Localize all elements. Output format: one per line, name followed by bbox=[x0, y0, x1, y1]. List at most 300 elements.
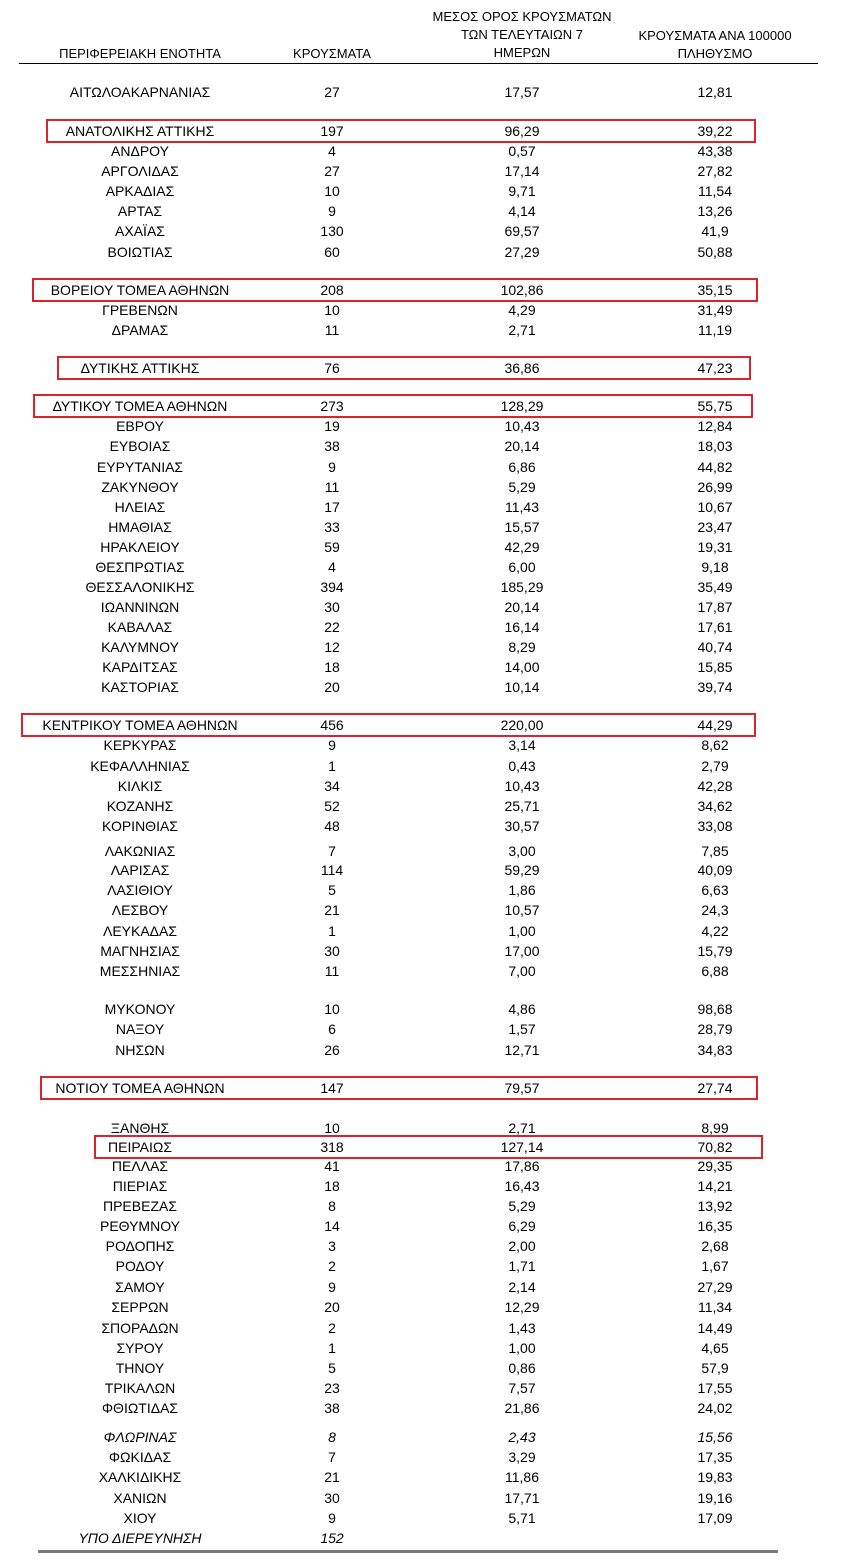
table-row bbox=[0, 637, 843, 657]
region-cell: ΛΕΥΚΑΔΑΣ bbox=[102, 923, 178, 939]
avg7-cell: 96,29 bbox=[504, 123, 540, 139]
avg7-cell: 10,57 bbox=[504, 902, 540, 918]
cases-cell: 1 bbox=[328, 1340, 336, 1356]
per100k-cell: 44,29 bbox=[697, 717, 733, 733]
table-row bbox=[0, 141, 843, 161]
region-cell: ΗΡΑΚΛΕΙΟΥ bbox=[100, 539, 180, 555]
region-cell: ΞΑΝΘΗΣ bbox=[110, 1120, 170, 1136]
table-row bbox=[0, 841, 843, 861]
region-cell: ΚΑΛΥΜΝΟΥ bbox=[101, 639, 179, 655]
cases-cell: 34 bbox=[324, 778, 340, 794]
region-cell: ΔΥΤΙΚΗΣ ΑΤΤΙΚΗΣ bbox=[80, 360, 200, 376]
table-row bbox=[0, 300, 843, 320]
cases-cell: 22 bbox=[324, 619, 340, 635]
avg7-cell: 0,43 bbox=[508, 758, 536, 774]
table-row bbox=[0, 860, 843, 880]
table-row bbox=[0, 900, 843, 920]
table-row bbox=[0, 961, 843, 981]
avg7-cell: 2,14 bbox=[508, 1279, 536, 1295]
col-header-avg7 bbox=[412, 9, 632, 61]
table-row bbox=[0, 1427, 843, 1447]
region-cell: ΝΑΞΟΥ bbox=[115, 1021, 165, 1037]
table-row bbox=[0, 497, 843, 517]
avg7-cell: 11,43 bbox=[505, 499, 539, 515]
cases-cell: 21 bbox=[324, 902, 340, 918]
per100k-cell: 27,82 bbox=[697, 163, 733, 179]
region-cell: ΚΕΝΤΡΙΚΟΥ ΤΟΜΕΑ ΑΘΗΝΩΝ bbox=[42, 717, 238, 733]
per100k-cell: 8,62 bbox=[701, 737, 729, 753]
avg7-cell: 6,86 bbox=[508, 459, 536, 475]
cases-cell: 38 bbox=[324, 1400, 340, 1416]
avg7-cell: 2,00 bbox=[508, 1238, 536, 1254]
region-cell: ΣΠΟΡΑΔΩΝ bbox=[101, 1320, 179, 1336]
cases-cell: 2 bbox=[328, 1320, 336, 1336]
cases-cell: 9 bbox=[328, 459, 336, 475]
per100k-cell: 15,56 bbox=[697, 1429, 733, 1445]
per100k-cell: 6,63 bbox=[701, 882, 729, 898]
avg7-cell: 5,29 bbox=[508, 1198, 536, 1214]
cases-cell: 3 bbox=[328, 1238, 336, 1254]
avg7-cell: 14,00 bbox=[504, 659, 540, 675]
avg7-cell: 10,43 bbox=[504, 778, 540, 794]
col-header-per100k-line2: ΠΛΗΘΥΣΜΟ bbox=[677, 46, 753, 61]
cases-cell: 130 bbox=[320, 223, 344, 239]
region-cell: ΔΥΤΙΚΟΥ ΤΟΜΕΑ ΑΘΗΝΩΝ bbox=[52, 398, 228, 414]
avg7-cell: 17,00 bbox=[504, 943, 540, 959]
cases-cell: 59 bbox=[324, 539, 340, 555]
region-cell: ΔΡΑΜΑΣ bbox=[111, 322, 169, 338]
avg7-cell: 3,14 bbox=[508, 737, 536, 753]
per100k-cell: 70,82 bbox=[697, 1139, 733, 1155]
per100k-cell: 39,74 bbox=[697, 679, 733, 695]
region-cell: ΛΑΣΙΘΙΟΥ bbox=[107, 882, 173, 898]
avg7-cell: 59,29 bbox=[504, 862, 540, 878]
table-row bbox=[0, 1398, 843, 1418]
cases-cell: 10 bbox=[324, 1001, 340, 1017]
per100k-cell: 18,03 bbox=[697, 438, 733, 454]
region-cell: ΜΑΓΝΗΣΙΑΣ bbox=[100, 943, 180, 959]
cases-cell: 197 bbox=[320, 123, 344, 139]
region-cell: ΘΕΣΠΡΩΤΙΑΣ bbox=[95, 559, 185, 575]
region-cell: ΠΙΕΡΙΑΣ bbox=[112, 1178, 168, 1194]
avg7-cell: 5,71 bbox=[508, 1510, 536, 1526]
region-cell: ΗΜΑΘΙΑΣ bbox=[108, 519, 172, 535]
cases-cell: 14 bbox=[324, 1218, 340, 1234]
per100k-cell: 14,49 bbox=[697, 1320, 733, 1336]
col-header-cases: ΚΡΟΥΣΜΑΤΑ bbox=[293, 46, 371, 61]
avg7-cell: 3,00 bbox=[508, 843, 536, 859]
table-row bbox=[0, 1078, 843, 1098]
cases-cell: 27 bbox=[324, 163, 340, 179]
per100k-cell: 34,62 bbox=[697, 798, 733, 814]
avg7-cell: 127,14 bbox=[500, 1139, 544, 1155]
cases-cell: 5 bbox=[328, 882, 336, 898]
table-row bbox=[0, 201, 843, 221]
region-cell: ΧΑΛΚΙΔΙΚΗΣ bbox=[98, 1469, 182, 1485]
cases-cell: 1 bbox=[328, 758, 336, 774]
per100k-cell: 26,99 bbox=[697, 479, 733, 495]
table-row bbox=[0, 1338, 843, 1358]
avg7-cell: 11,86 bbox=[505, 1469, 539, 1485]
region-cell: ΒΟΡΕΙΟΥ ΤΟΜΕΑ ΑΘΗΝΩΝ bbox=[50, 282, 230, 298]
table-row bbox=[0, 941, 843, 961]
region-cell: ΚΕΡΚΥΡΑΣ bbox=[103, 737, 177, 753]
avg7-cell: 17,86 bbox=[504, 1158, 540, 1174]
region-cell: ΤΗΝΟΥ bbox=[115, 1360, 165, 1376]
table-row bbox=[0, 1277, 843, 1297]
region-cell: ΑΝΑΤΟΛΙΚΗΣ ΑΤΤΙΚΗΣ bbox=[65, 123, 215, 139]
per100k-cell: 17,09 bbox=[697, 1510, 733, 1526]
table-row bbox=[0, 577, 843, 597]
col-header-region: ΠΕΡΙΦΕΡΕΙΑΚΗ ΕΝΟΤΗΤΑ bbox=[59, 46, 221, 61]
table-row bbox=[0, 517, 843, 537]
cases-cell: 7 bbox=[328, 843, 336, 859]
avg7-cell: 10,14 bbox=[504, 679, 540, 695]
per100k-cell: 11,19 bbox=[698, 322, 732, 338]
cases-cell: 456 bbox=[320, 717, 344, 733]
per100k-cell: 27,74 bbox=[697, 1080, 733, 1096]
per100k-cell: 16,35 bbox=[697, 1218, 733, 1234]
avg7-cell: 25,71 bbox=[504, 798, 540, 814]
region-cell: ΚΑΣΤΟΡΙΑΣ bbox=[101, 679, 179, 695]
region-cell: ΜΥΚΟΝΟΥ bbox=[104, 1001, 176, 1017]
table-row bbox=[0, 999, 843, 1019]
table-row bbox=[0, 715, 843, 735]
per100k-cell: 40,09 bbox=[697, 862, 733, 878]
cases-cell: 1 bbox=[328, 923, 336, 939]
per100k-cell: 40,74 bbox=[697, 639, 733, 655]
avg7-cell: 6,29 bbox=[508, 1218, 536, 1234]
table-row bbox=[0, 280, 843, 300]
per100k-cell: 17,35 bbox=[697, 1449, 733, 1465]
per100k-cell: 33,08 bbox=[697, 818, 733, 834]
per100k-cell: 35,15 bbox=[697, 282, 733, 298]
cases-cell: 9 bbox=[328, 1510, 336, 1526]
avg7-cell: 128,29 bbox=[500, 398, 544, 414]
table-row bbox=[0, 677, 843, 697]
region-cell: ΑΡΚΑΔΙΑΣ bbox=[105, 183, 175, 199]
table-row bbox=[0, 880, 843, 900]
col-header-avg7-line1: ΜΕΣΟΣ ΟΡΟΣ ΚΡΟΥΣΜΑΤΩΝ bbox=[432, 9, 612, 24]
cases-cell: 11 bbox=[324, 479, 340, 495]
avg7-cell: 21,86 bbox=[504, 1400, 540, 1416]
per100k-cell: 11,54 bbox=[698, 183, 732, 199]
per100k-cell: 47,23 bbox=[697, 360, 733, 376]
cases-cell: 208 bbox=[320, 282, 344, 298]
avg7-cell: 79,57 bbox=[504, 1080, 540, 1096]
per100k-cell: 43,38 bbox=[697, 143, 733, 159]
table-row bbox=[0, 320, 843, 340]
per100k-cell: 2,68 bbox=[701, 1238, 729, 1254]
cases-cell: 6 bbox=[328, 1021, 336, 1037]
table-row bbox=[0, 537, 843, 557]
per100k-cell: 1,67 bbox=[701, 1258, 729, 1274]
table-row bbox=[0, 1447, 843, 1467]
avg7-cell: 12,71 bbox=[504, 1042, 540, 1058]
region-cell: ΑΧΑΪΑΣ bbox=[115, 223, 165, 239]
region-cell: ΦΛΩΡΙΝΑΣ bbox=[103, 1429, 177, 1445]
region-cell: ΜΕΣΣΗΝΙΑΣ bbox=[99, 963, 181, 979]
cases-cell: 10 bbox=[324, 1120, 340, 1136]
avg7-cell: 36,86 bbox=[504, 360, 540, 376]
cases-cell: 8 bbox=[328, 1198, 336, 1214]
table-row bbox=[0, 161, 843, 181]
avg7-cell: 17,14 bbox=[504, 163, 540, 179]
cases-cell: 152 bbox=[320, 1530, 344, 1546]
cases-cell: 38 bbox=[324, 438, 340, 454]
per100k-cell: 23,47 bbox=[697, 519, 733, 535]
cases-cell: 23 bbox=[324, 1380, 340, 1396]
per100k-cell: 6,88 bbox=[701, 963, 729, 979]
per100k-cell: 35,49 bbox=[697, 579, 733, 595]
region-cell: ΕΥΒΟΙΑΣ bbox=[109, 438, 171, 454]
table-row bbox=[0, 1019, 843, 1039]
region-cell: ΡΟΔΟΠΗΣ bbox=[105, 1238, 175, 1254]
avg7-cell: 3,29 bbox=[508, 1449, 536, 1465]
cases-cell: 19 bbox=[324, 418, 340, 434]
per100k-cell: 12,84 bbox=[697, 418, 733, 434]
table-row bbox=[0, 1508, 843, 1528]
cases-cell: 11 bbox=[324, 322, 340, 338]
per100k-cell: 39,22 bbox=[697, 123, 733, 139]
per100k-cell: 24,02 bbox=[697, 1400, 733, 1416]
region-cell: ΑΝΔΡΟΥ bbox=[111, 143, 169, 159]
cases-cell: 18 bbox=[324, 1178, 340, 1194]
avg7-cell: 16,43 bbox=[504, 1178, 540, 1194]
cases-cell: 4 bbox=[328, 143, 336, 159]
avg7-cell: 30,57 bbox=[504, 818, 540, 834]
cases-cell: 48 bbox=[324, 818, 340, 834]
table-row bbox=[0, 1118, 843, 1138]
table-row bbox=[0, 816, 843, 836]
region-cell: ΛΕΣΒΟΥ bbox=[111, 902, 169, 918]
col-header-per100k bbox=[615, 28, 815, 62]
cases-cell: 12 bbox=[324, 639, 340, 655]
cases-cell: 9 bbox=[328, 1279, 336, 1295]
avg7-cell: 4,86 bbox=[508, 1001, 536, 1017]
region-cell: ΡΟΔΟΥ bbox=[115, 1258, 165, 1274]
cases-cell: 5 bbox=[328, 1360, 336, 1376]
table-row bbox=[0, 1378, 843, 1398]
region-cell: ΧΑΝΙΩΝ bbox=[113, 1490, 167, 1506]
region-cell: ΡΕΘΥΜΝΟΥ bbox=[99, 1218, 180, 1234]
table-row bbox=[0, 1528, 843, 1548]
cases-cell: 41 bbox=[324, 1158, 340, 1174]
table-row bbox=[0, 735, 843, 755]
avg7-cell: 5,29 bbox=[508, 479, 536, 495]
table-row bbox=[0, 1297, 843, 1317]
avg7-cell: 4,14 bbox=[508, 203, 536, 219]
table-row bbox=[0, 221, 843, 241]
region-cell: ΣΥΡΟΥ bbox=[116, 1340, 164, 1356]
avg7-cell: 2,71 bbox=[508, 322, 536, 338]
cases-cell: 17 bbox=[324, 499, 340, 515]
region-cell: ΠΕΛΛΑΣ bbox=[111, 1158, 169, 1174]
cases-cell: 7 bbox=[328, 1449, 336, 1465]
avg7-cell: 2,71 bbox=[508, 1120, 536, 1136]
region-cell: ΖΑΚΥΝΘΟΥ bbox=[101, 479, 179, 495]
region-cell: ΑΡΓΟΛΙΔΑΣ bbox=[101, 163, 179, 179]
region-cell: ΝΗΣΩΝ bbox=[115, 1042, 165, 1058]
cases-cell: 20 bbox=[324, 679, 340, 695]
avg7-cell: 4,29 bbox=[508, 302, 536, 318]
avg7-cell: 1,57 bbox=[508, 1021, 536, 1037]
region-cell: ΚΙΛΚΙΣ bbox=[117, 778, 163, 794]
per100k-cell: 98,68 bbox=[697, 1001, 733, 1017]
region-cell: ΣΑΜΟΥ bbox=[115, 1279, 165, 1295]
table-row bbox=[0, 1358, 843, 1378]
cases-cell: 273 bbox=[320, 398, 344, 414]
cases-cell: 147 bbox=[320, 1080, 344, 1096]
table-row bbox=[0, 617, 843, 637]
cases-cell: 10 bbox=[324, 183, 340, 199]
table-row bbox=[0, 1137, 843, 1157]
table-row bbox=[0, 477, 843, 497]
region-cell: ΚΟΖΑΝΗΣ bbox=[106, 798, 174, 814]
region-cell: ΠΕΙΡΑΙΩΣ bbox=[108, 1139, 172, 1155]
region-cell: ΚΑΡΔΙΤΣΑΣ bbox=[102, 659, 178, 675]
avg7-cell: 7,00 bbox=[508, 963, 536, 979]
avg7-cell: 1,86 bbox=[508, 882, 536, 898]
table-row bbox=[0, 1040, 843, 1060]
per100k-cell: 27,29 bbox=[697, 1279, 733, 1295]
avg7-cell: 69,57 bbox=[504, 223, 540, 239]
region-cell: ΠΡΕΒΕΖΑΣ bbox=[102, 1198, 177, 1214]
region-cell: ΑΙΤΩΛΟΑΚΑΡΝΑΝΙΑΣ bbox=[69, 84, 211, 100]
per100k-cell: 14,21 bbox=[697, 1178, 733, 1194]
avg7-cell: 17,71 bbox=[504, 1490, 540, 1506]
table-row bbox=[0, 1236, 843, 1256]
per100k-cell: 19,31 bbox=[697, 539, 733, 555]
cases-cell: 27 bbox=[324, 84, 340, 100]
per100k-cell: 17,61 bbox=[697, 619, 733, 635]
avg7-cell: 9,71 bbox=[508, 183, 536, 199]
table-row bbox=[0, 756, 843, 776]
avg7-cell: 42,29 bbox=[504, 539, 540, 555]
table-row bbox=[0, 1256, 843, 1276]
region-cell: ΓΡΕΒΕΝΩΝ bbox=[102, 302, 178, 318]
cases-cell: 60 bbox=[324, 244, 340, 260]
per100k-cell: 17,87 bbox=[697, 599, 733, 615]
per100k-cell: 9,18 bbox=[701, 559, 729, 575]
cases-cell: 30 bbox=[324, 1490, 340, 1506]
table-row bbox=[0, 436, 843, 456]
per100k-cell: 8,99 bbox=[701, 1120, 729, 1136]
col-header-per100k-line1: ΚΡΟΥΣΜΑΤΑ ΑΝΑ 100000 bbox=[638, 28, 792, 43]
cases-cell: 4 bbox=[328, 559, 336, 575]
avg7-cell: 6,00 bbox=[508, 559, 536, 575]
per100k-cell: 10,67 bbox=[697, 499, 733, 515]
region-cell: ΚΑΒΑΛΑΣ bbox=[107, 619, 173, 635]
avg7-cell: 16,14 bbox=[504, 619, 540, 635]
avg7-cell: 220,00 bbox=[500, 717, 544, 733]
per100k-cell: 44,82 bbox=[697, 459, 733, 475]
cases-cell: 11 bbox=[324, 963, 340, 979]
per100k-cell: 15,79 bbox=[697, 943, 733, 959]
cases-cell: 394 bbox=[320, 579, 344, 595]
table-row bbox=[0, 1467, 843, 1487]
avg7-cell: 0,86 bbox=[508, 1360, 536, 1376]
header-rule bbox=[19, 63, 818, 64]
table-row bbox=[0, 921, 843, 941]
cases-cell: 114 bbox=[320, 862, 344, 878]
per100k-cell: 50,88 bbox=[697, 244, 733, 260]
region-cell: ΙΩΑΝΝΙΝΩΝ bbox=[100, 599, 180, 615]
cases-cell: 318 bbox=[320, 1139, 344, 1155]
per100k-cell: 12,81 bbox=[697, 84, 733, 100]
avg7-cell: 1,43 bbox=[508, 1320, 536, 1336]
avg7-cell: 15,57 bbox=[504, 519, 540, 535]
table-row bbox=[0, 1196, 843, 1216]
region-cell: ΣΕΡΡΩΝ bbox=[111, 1299, 169, 1315]
avg7-cell: 185,29 bbox=[500, 579, 544, 595]
table-row bbox=[0, 776, 843, 796]
per100k-cell: 42,28 bbox=[697, 778, 733, 794]
region-cell: ΕΥΡΥΤΑΝΙΑΣ bbox=[96, 459, 184, 475]
table-row bbox=[0, 1176, 843, 1196]
table-row bbox=[0, 242, 843, 262]
region-cell: ΛΑΚΩΝΙΑΣ bbox=[104, 843, 176, 859]
region-cell: ΚΟΡΙΝΘΙΑΣ bbox=[102, 818, 178, 834]
avg7-cell: 7,57 bbox=[508, 1380, 536, 1396]
table-row bbox=[0, 396, 843, 416]
cases-cell: 9 bbox=[328, 737, 336, 753]
per100k-cell: 31,49 bbox=[697, 302, 733, 318]
bottom-rule bbox=[38, 1550, 778, 1553]
per100k-cell: 55,75 bbox=[697, 398, 733, 414]
avg7-cell: 1,00 bbox=[508, 923, 536, 939]
cases-cell: 9 bbox=[328, 203, 336, 219]
per100k-cell: 4,65 bbox=[701, 1340, 729, 1356]
per100k-cell: 34,83 bbox=[697, 1042, 733, 1058]
table-row bbox=[0, 121, 843, 141]
avg7-cell: 102,86 bbox=[500, 282, 544, 298]
region-cell: ΕΒΡΟΥ bbox=[116, 418, 164, 434]
per100k-cell: 4,22 bbox=[701, 923, 729, 939]
per100k-cell: 15,85 bbox=[697, 659, 733, 675]
cases-cell: 33 bbox=[324, 519, 340, 535]
region-cell: ΤΡΙΚΑΛΩΝ bbox=[104, 1380, 176, 1396]
per100k-cell: 2,79 bbox=[701, 758, 729, 774]
cases-cell: 20 bbox=[324, 1299, 340, 1315]
cases-cell: 26 bbox=[324, 1042, 340, 1058]
per100k-cell: 13,26 bbox=[697, 203, 733, 219]
table-row bbox=[0, 1216, 843, 1236]
avg7-cell: 1,00 bbox=[508, 1340, 536, 1356]
col-header-avg7-line2: ΤΩΝ ΤΕΛΕΥΤΑΙΩΝ 7 bbox=[460, 27, 584, 42]
avg7-cell: 20,14 bbox=[504, 438, 540, 454]
region-cell: ΑΡΤΑΣ bbox=[117, 203, 163, 219]
region-cell: ΦΘΙΩΤΙΔΑΣ bbox=[101, 1400, 179, 1416]
cases-cell: 21 bbox=[324, 1469, 340, 1485]
table-row bbox=[0, 82, 843, 102]
per100k-cell: 19,83 bbox=[697, 1469, 733, 1485]
region-cell: ΛΑΡΙΣΑΣ bbox=[110, 862, 170, 878]
region-cell: ΒΟΙΩΤΙΑΣ bbox=[107, 244, 173, 260]
cases-cell: 52 bbox=[324, 798, 340, 814]
avg7-cell: 2,43 bbox=[508, 1429, 536, 1445]
cases-cell: 2 bbox=[328, 1258, 336, 1274]
region-cell: ΘΕΣΣΑΛΟΝΙΚΗΣ bbox=[85, 579, 195, 595]
cases-cell: 8 bbox=[328, 1429, 336, 1445]
region-cell: ΗΛΕΙΑΣ bbox=[114, 499, 166, 515]
per100k-cell: 17,55 bbox=[697, 1380, 733, 1396]
table-row bbox=[0, 1488, 843, 1508]
avg7-cell: 17,57 bbox=[504, 84, 540, 100]
avg7-cell: 0,57 bbox=[508, 143, 536, 159]
region-cell: ΝΟΤΙΟΥ ΤΟΜΕΑ ΑΘΗΝΩΝ bbox=[55, 1080, 225, 1096]
avg7-cell: 1,71 bbox=[508, 1258, 536, 1274]
